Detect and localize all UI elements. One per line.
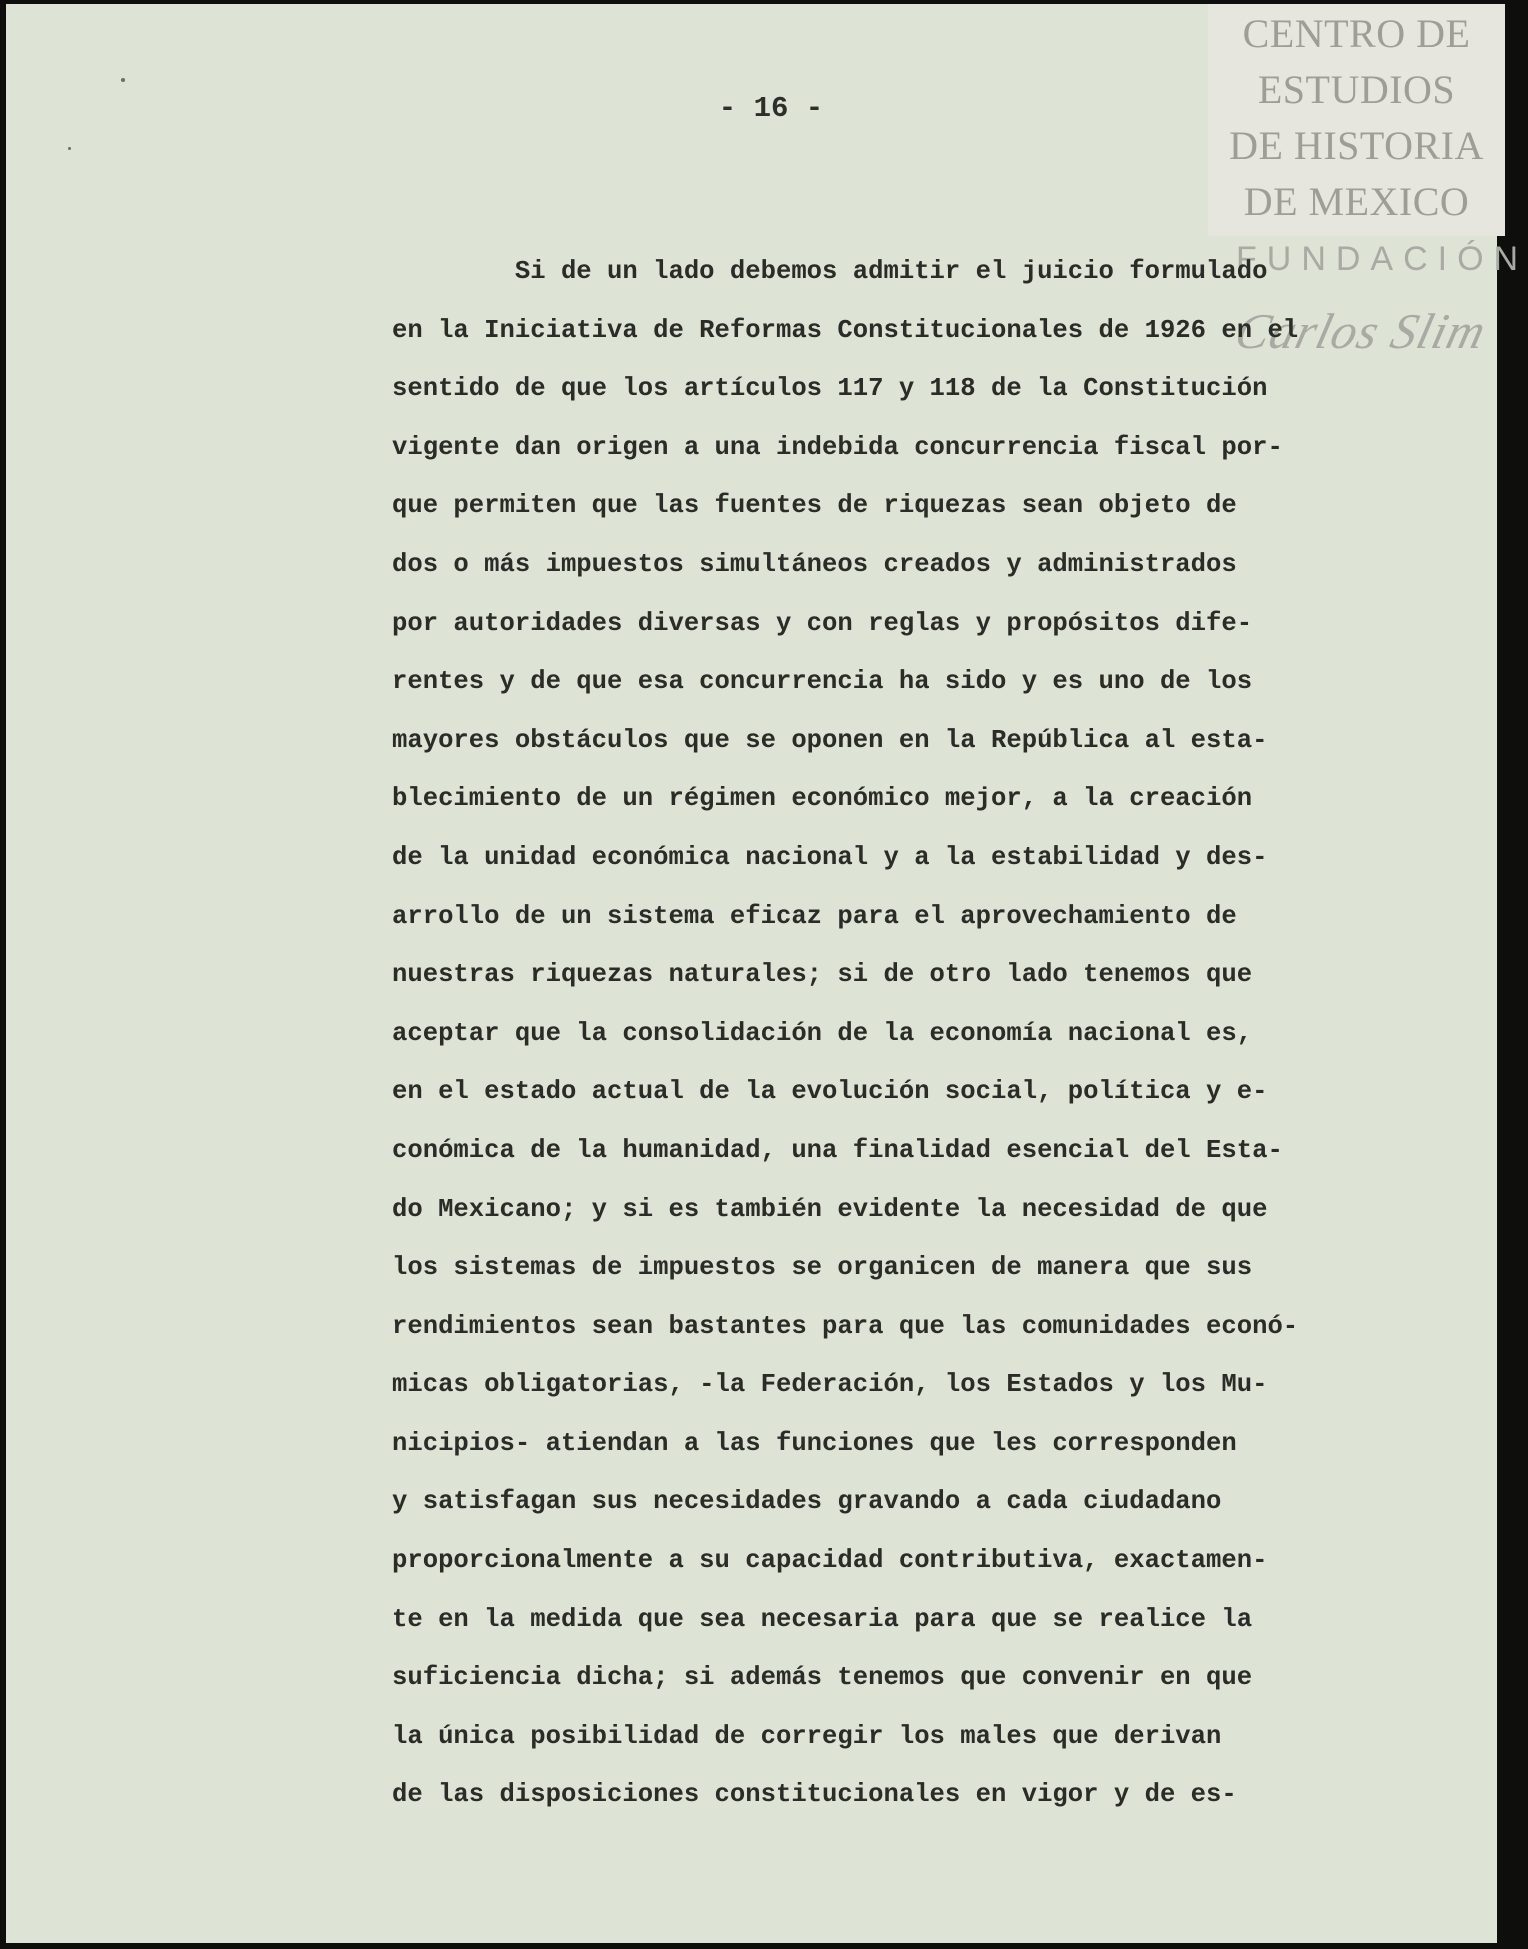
watermark-line: CENTRO DE: [1242, 11, 1471, 56]
text-line: nuestras riquezas naturales; si de otro lado tenemos que: [392, 960, 1253, 990]
watermark-foundation: FUNDACIÓN: [1236, 240, 1528, 278]
text-line: proporcionalmente a su capacidad contributiva, exactamen-: [392, 1546, 1268, 1576]
text-line: nicipios- atiendan a las funciones que les corresponden: [392, 1428, 1237, 1458]
text-line: conómica de la humanidad, una finalidad esencial del Esta-: [392, 1135, 1283, 1165]
typewritten-body: [392, 243, 1462, 1825]
text-line: de la unidad económica nacional y a la estabilidad y des-: [392, 842, 1268, 872]
text-line: do Mexicano; y si es también evidente la necesidad de que: [392, 1194, 1268, 1224]
paper-speck: [121, 78, 125, 82]
text-line: te en la medida que sea necesaria para que se realice la: [392, 1604, 1253, 1634]
text-line: los sistemas de impuestos se organicen de manera que sus: [392, 1253, 1253, 1283]
text-line: de las disposiciones constitucionales en vigor y de es-: [392, 1780, 1237, 1810]
archive-watermark: [1208, 4, 1505, 236]
text-line: micas obligatorias, -la Federación, los Estados y los Mu-: [392, 1370, 1268, 1400]
text-line: suficiencia dicha; si además tenemos que convenir en que: [392, 1663, 1253, 1693]
text-line: y satisfagan sus necesidades gravando a cada ciudadano: [392, 1487, 1222, 1517]
text-line: en la Iniciativa de Reformas Constitucionales de 1926 en el: [392, 315, 1299, 345]
text-line: blecimiento de un régimen económico mejor, a la creación: [392, 784, 1253, 814]
text-line: en el estado actual de la evolución social, política y e-: [392, 1077, 1268, 1107]
text-line: que permiten que las fuentes de riquezas sean objeto de: [392, 491, 1237, 521]
text-line: vigente dan origen a una indebida concurrencia fiscal por-: [392, 432, 1283, 462]
watermark-line: ESTUDIOS: [1257, 67, 1456, 112]
watermark-signature: Carlos Slim: [1229, 303, 1493, 359]
document-page: [6, 4, 1528, 1943]
text-line: por autoridades diversas y con reglas y propósitos dife-: [392, 608, 1253, 638]
text-line: Si de un lado debemos admitir el juicio formulado: [392, 257, 1268, 286]
text-line: mayores obstáculos que se oponen en la República al esta-: [392, 725, 1268, 755]
page-number: - 16 -: [718, 92, 824, 125]
text-line: rendimientos sean bastantes para que las comunidades econó-: [392, 1311, 1299, 1341]
paper-speck: [68, 147, 71, 150]
text-line: arrollo de un sistema eficaz para el aprovechamiento de: [392, 901, 1237, 931]
text-line: rentes y de que esa concurrencia ha sido y es uno de los: [392, 667, 1253, 697]
text-line: dos o más impuestos simultáneos creados y administrados: [392, 549, 1237, 579]
text-line: sentido de que los artículos 117 y 118 de la Constitución: [392, 374, 1268, 404]
text-line: aceptar que la consolidación de la economía nacional es,: [392, 1018, 1253, 1048]
watermark-line: DE HISTORIA: [1229, 123, 1484, 168]
watermark-line: DE MEXICO: [1243, 179, 1470, 224]
text-line: la única posibilidad de corregir los males que derivan: [392, 1721, 1222, 1751]
